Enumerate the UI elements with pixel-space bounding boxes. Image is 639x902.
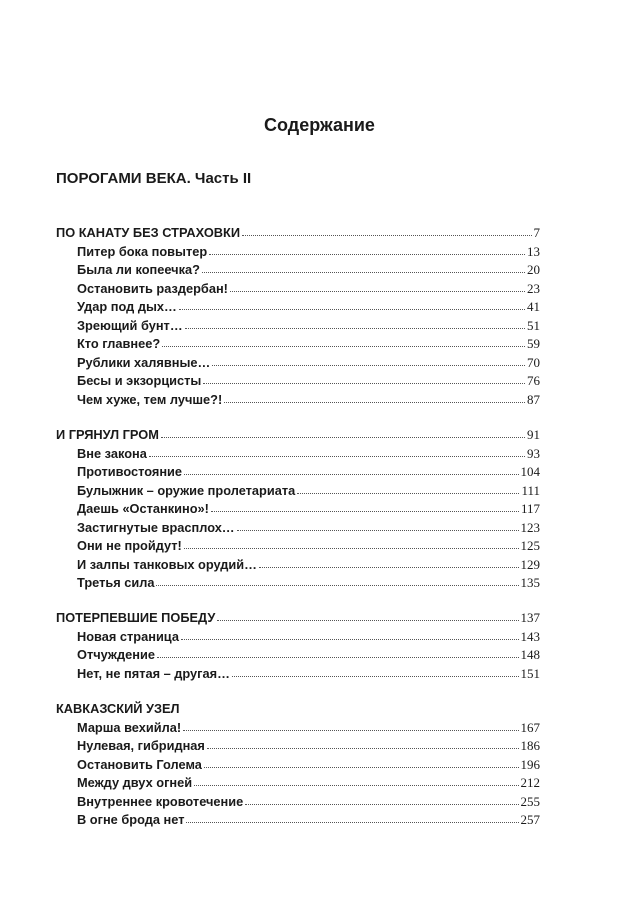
page-number: 255 xyxy=(520,793,540,809)
page-number: 104 xyxy=(520,464,540,480)
page-number: 7 xyxy=(533,225,540,240)
toc-entry-title: Остановить раздербан! xyxy=(77,280,228,296)
toc-entry-title: ПОТЕРПЕВШИЕ ПОБЕДУ xyxy=(56,610,216,626)
toc-entry xyxy=(56,391,540,410)
toc-entry-title: Бесы и экзорцисты xyxy=(77,373,202,389)
toc-section-heading xyxy=(56,426,540,445)
toc-entry xyxy=(56,354,540,373)
toc-entry xyxy=(56,719,540,738)
toc-entry xyxy=(56,537,540,556)
toc-entry-title: Чем хуже, тем лучше?! xyxy=(77,391,223,407)
dot-leader xyxy=(156,585,518,586)
toc-entry-title: Марша вехийла! xyxy=(77,719,182,735)
page-number: 111 xyxy=(521,482,540,498)
toc-entry xyxy=(56,463,540,482)
toc-entry xyxy=(56,317,540,336)
page-number: 257 xyxy=(520,812,540,828)
page-number: 167 xyxy=(520,719,540,735)
page-number: 41 xyxy=(527,299,540,315)
toc-entry-title: В огне брода нет xyxy=(77,812,185,828)
toc-section-heading xyxy=(56,224,540,243)
dot-leader xyxy=(217,620,518,621)
part-title: ПОРОГАМИ ВЕКА. Часть II xyxy=(56,170,252,187)
toc-entry xyxy=(56,665,540,684)
dot-leader xyxy=(161,437,525,438)
page-number: 23 xyxy=(527,280,540,296)
dot-leader xyxy=(184,548,519,549)
page-number: 148 xyxy=(520,647,540,663)
dot-leader xyxy=(209,254,525,255)
toc-entry xyxy=(56,298,540,317)
dot-leader xyxy=(181,639,519,640)
dot-leader xyxy=(194,785,518,786)
toc-entry-title: Нулевая, гибридная xyxy=(77,738,205,754)
toc-entry xyxy=(56,335,540,354)
page-number: 51 xyxy=(527,317,540,333)
toc-entry-title: Они не пройдут! xyxy=(77,538,182,554)
page-number: 123 xyxy=(520,519,540,535)
dot-leader xyxy=(242,235,531,236)
dot-leader xyxy=(162,346,525,347)
dot-leader xyxy=(237,530,519,531)
dot-leader xyxy=(179,309,525,310)
page-number: 13 xyxy=(527,243,540,259)
toc-entry-title: Третья сила xyxy=(77,575,155,591)
toc-entry-title: И ГРЯНУЛ ГРОМ xyxy=(56,426,159,442)
dot-leader xyxy=(185,328,525,329)
toc-entry xyxy=(56,737,540,756)
toc-entry-title: Новая страница xyxy=(77,628,179,644)
toc-entry xyxy=(56,574,540,593)
toc-entry-title: Внутреннее кровотечение xyxy=(77,793,244,809)
page-number: 59 xyxy=(527,336,540,352)
toc-section-heading xyxy=(56,609,540,628)
dot-leader xyxy=(149,456,525,457)
table-of-contents xyxy=(56,224,540,830)
page-number: 117 xyxy=(520,501,540,517)
page-number: 196 xyxy=(520,756,540,772)
toc-entry-title: И залпы танковых орудий… xyxy=(77,556,257,572)
toc-entry xyxy=(56,646,540,665)
page-title: Содержание xyxy=(264,115,375,135)
dot-leader xyxy=(184,474,518,475)
toc-entry xyxy=(56,811,540,830)
toc-entry xyxy=(56,556,540,575)
page-number: 76 xyxy=(527,373,540,389)
dot-leader xyxy=(204,767,519,768)
page-number: 129 xyxy=(520,556,540,572)
page-number: 125 xyxy=(520,538,540,554)
toc-entry-title: Зреющий бунт… xyxy=(77,317,183,333)
toc-entry xyxy=(56,482,540,501)
toc-entry xyxy=(56,261,540,280)
toc-entry xyxy=(56,774,540,793)
toc-section-heading xyxy=(56,700,540,719)
toc-entry-title: Булыжник – оружие пролетариата xyxy=(77,482,296,498)
dot-leader xyxy=(183,730,518,731)
page-number: 135 xyxy=(520,575,540,591)
dot-leader xyxy=(203,383,525,384)
toc-entry-title: Рублики халявные… xyxy=(77,354,211,370)
dot-leader xyxy=(207,748,519,749)
dot-leader xyxy=(157,657,519,658)
toc-entry-title: Между двух огней xyxy=(77,775,193,791)
toc-entry-title: Остановить Голема xyxy=(77,756,202,772)
page-number: 93 xyxy=(527,445,540,461)
toc-entry-title: ПО КАНАТУ БЕЗ СТРАХОВКИ xyxy=(56,225,241,240)
dot-leader xyxy=(212,365,525,366)
toc-entry xyxy=(56,372,540,391)
dot-leader xyxy=(297,493,519,494)
toc-entry xyxy=(56,445,540,464)
toc-entry xyxy=(56,500,540,519)
dot-leader xyxy=(186,822,518,823)
toc-entry xyxy=(56,793,540,812)
page-number: 70 xyxy=(527,354,540,370)
dot-leader xyxy=(232,676,519,677)
toc-entry xyxy=(56,243,540,262)
toc-entry-title: Удар под дых… xyxy=(77,299,177,315)
toc-section xyxy=(56,426,540,593)
dot-leader xyxy=(224,402,525,403)
toc-entry-title: Застигнутые врасплох… xyxy=(77,519,235,535)
toc-entry-title: Нет, не пятая – другая… xyxy=(77,666,230,682)
dot-leader xyxy=(230,291,525,292)
toc-entry-title: Кто главнее? xyxy=(77,336,161,352)
toc-entry xyxy=(56,280,540,299)
page-number: 143 xyxy=(520,628,540,644)
page-number: 186 xyxy=(520,738,540,754)
dot-leader xyxy=(259,567,519,568)
toc-entry-title: Питер бока повытер xyxy=(77,243,208,259)
toc-section xyxy=(56,224,540,409)
toc-section xyxy=(56,609,540,683)
page-number: 20 xyxy=(527,262,540,278)
toc-entry xyxy=(56,519,540,538)
dot-leader xyxy=(202,272,525,273)
toc-entry xyxy=(56,628,540,647)
page-number: 137 xyxy=(520,610,540,626)
toc-entry-title: КАВКАЗСКИЙ УЗЕЛ xyxy=(56,701,180,717)
page-number: 151 xyxy=(520,666,540,682)
toc-entry-title: Даешь «Останкино»! xyxy=(77,501,209,517)
toc-entry-title: Вне закона xyxy=(77,445,147,461)
page-number: 87 xyxy=(527,391,540,407)
toc-entry-title: Противостояние xyxy=(77,464,183,480)
page-number: 91 xyxy=(527,426,540,442)
toc-entry-title: Отчуждение xyxy=(77,647,155,663)
dot-leader xyxy=(245,804,518,805)
toc-entry xyxy=(56,756,540,775)
dot-leader xyxy=(211,511,519,512)
page-number: 212 xyxy=(520,775,540,791)
toc-section xyxy=(56,700,540,830)
toc-entry-title: Была ли копеечка? xyxy=(77,262,200,278)
